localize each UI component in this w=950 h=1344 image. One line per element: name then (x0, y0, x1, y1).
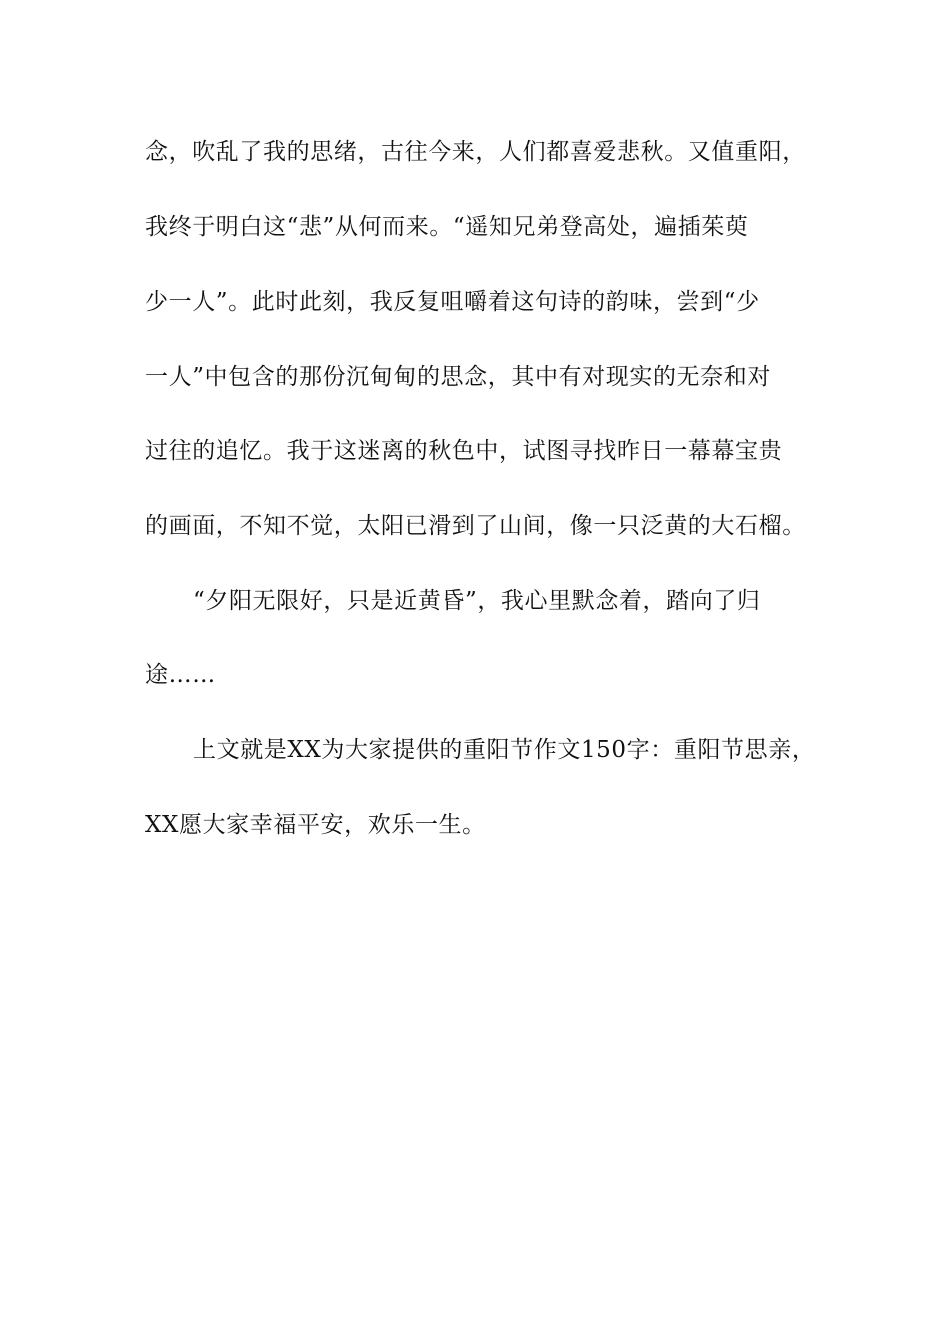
paragraph-1-line-5: 过往的追忆。我于这迷离的秋色中，试图寻找昨日一幕幕宝贵 (145, 438, 783, 464)
paragraph-1-line-1: 念，吹乱了我的思绪，古往今来，人们都喜爱悲秋。又值重阳， (145, 139, 806, 165)
paragraph-1-line-3: 少一人”。此时此刻，我反复咀嚼着这句诗的韵味，尝到“少 (145, 289, 760, 315)
paragraph-2-line-1: “夕阳无限好，只是近黄昏”，我心里默念着，踏向了归 (193, 588, 761, 614)
paragraph-1-line-4: 一人”中包含的那份沉甸甸的思念，其中有对现实的无奈和对 (145, 364, 771, 390)
paragraph-2-line-2: 途…… (145, 662, 216, 688)
paragraph-3-line-1: 上文就是XX为大家提供的重阳节作文150字：重阳节思亲， (193, 737, 816, 763)
paragraph-1-line-2: 我终于明白这“悲”从何而来。“遥知兄弟登高处，遍插茱萸 (145, 214, 749, 240)
paragraph-3-line-2: XX愿大家幸福平安，欢乐一生。 (145, 812, 486, 838)
paragraph-1-line-6: 的画面，不知不觉，太阳已滑到了山间，像一只泛黄的大石榴。 (145, 513, 806, 539)
